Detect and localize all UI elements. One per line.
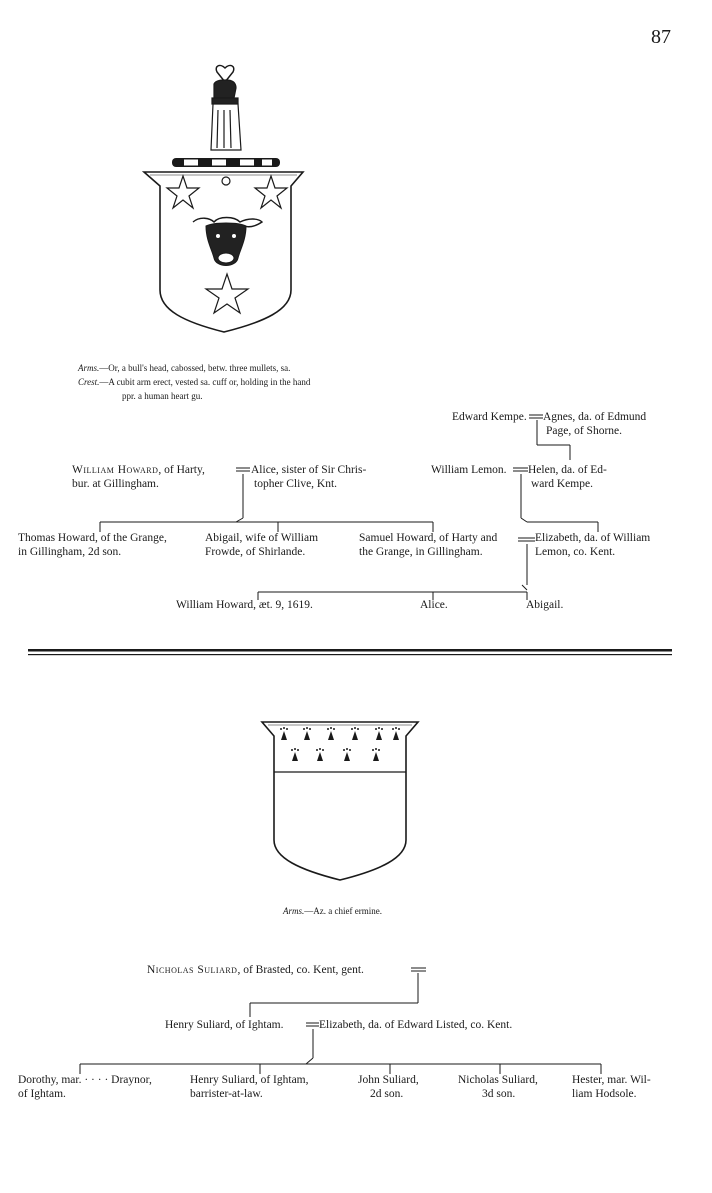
arms-text: —Or, a bull's head, cabossed, betw. three mullets, sa. — [99, 363, 291, 373]
child-nicholas-line2: 3d son. — [482, 1088, 516, 1100]
person-helen-line1: Helen, da. of Ed- — [528, 464, 607, 476]
person-william-howard — [72, 464, 205, 477]
pedigree-lines-howard — [100, 415, 598, 600]
grandchild-alice: Alice. — [420, 599, 448, 611]
child-henry-line2: barrister-at-law. — [190, 1088, 263, 1100]
child-john-line1: John Suliard, — [358, 1074, 419, 1086]
torse-wreath-icon — [172, 158, 280, 167]
crest-blazon-howard — [78, 376, 310, 389]
child-thomas-line1: Thomas Howard, of the Grange, — [18, 532, 167, 544]
child-thomas-line2: in Gillingham, 2d son. — [18, 546, 122, 558]
person-alice-line1: Alice, sister of Sir Chris- — [251, 464, 367, 476]
arms-blazon-suliard — [283, 905, 382, 918]
child-dorothy-line1: Dorothy, mar. · · · · Draynor, — [18, 1074, 152, 1086]
howard-rest: , of Harty, — [158, 464, 205, 476]
person-agnes-line1: Agnes, da. of Edmund — [543, 411, 647, 423]
crest-label: Crest. — [78, 377, 100, 387]
person-edward-kempe: Edward Kempe. — [452, 411, 527, 423]
spouse-elizabeth-line1: Elizabeth, da. of William — [535, 532, 651, 544]
child-john-line2: 2d son. — [370, 1088, 404, 1100]
shield-suliard-icon — [262, 722, 418, 880]
arms-text-2: —Az. a chief ermine. — [304, 906, 382, 916]
person-nicholas-suliard — [147, 964, 364, 977]
arms-label-2: Arms. — [283, 906, 305, 916]
child-hester-line1: Hester, mar. Wil- — [572, 1074, 651, 1086]
child-henry-line1: Henry Suliard, of Ightam, — [190, 1074, 309, 1086]
arms-blazon-howard — [78, 362, 290, 375]
spouse-elizabeth-line2: Lemon, co. Kent. — [535, 546, 616, 558]
nicholas-rest: , of Brasted, co. Kent, gent. — [237, 964, 364, 976]
nicholas-name: Nicholas Suliard — [147, 964, 238, 976]
child-hester-line2: liam Hodsole. — [572, 1088, 637, 1100]
howard-name: William Howard — [72, 464, 159, 476]
person-william-lemon: William Lemon. — [431, 464, 507, 476]
person-elizabeth-listed: Elizabeth, da. of Edward Listed, co. Kent. — [319, 1019, 513, 1031]
person-william-howard-line2: bur. at Gillingham. — [72, 478, 159, 490]
person-agnes-line2: Page, of Shorne. — [546, 425, 623, 437]
arms-label: Arms. — [78, 363, 100, 373]
child-samuel-line2: the Grange, in Gillingham. — [359, 546, 483, 558]
child-nicholas-line1: Nicholas Suliard, — [458, 1074, 538, 1086]
grandchild-william: William Howard, æt. 9, 1619. — [176, 599, 313, 611]
child-abigail-line2: Frowde, of Shirlande. — [205, 546, 306, 558]
person-henry-suliard: Henry Suliard, of Ightam. — [165, 1019, 284, 1031]
shield-howard-icon — [144, 172, 303, 332]
person-alice-line2: topher Clive, Knt. — [254, 478, 338, 490]
person-helen-line2: ward Kempe. — [531, 478, 593, 490]
child-samuel-line1: Samuel Howard, of Harty and — [359, 532, 498, 544]
child-dorothy-line2: of Ightam. — [18, 1088, 66, 1100]
crest-arm-heart-icon — [211, 65, 241, 150]
child-abigail-line1: Abigail, wife of William — [205, 532, 319, 544]
page-number: 87 — [651, 26, 671, 48]
crest-blazon-line2: ppr. a human heart gu. — [122, 391, 203, 401]
grandchild-abigail: Abigail. — [526, 599, 564, 611]
crest-text: —A cubit arm erect, vested sa. cuff or, holding in the hand — [99, 377, 311, 387]
section-divider — [28, 649, 672, 655]
